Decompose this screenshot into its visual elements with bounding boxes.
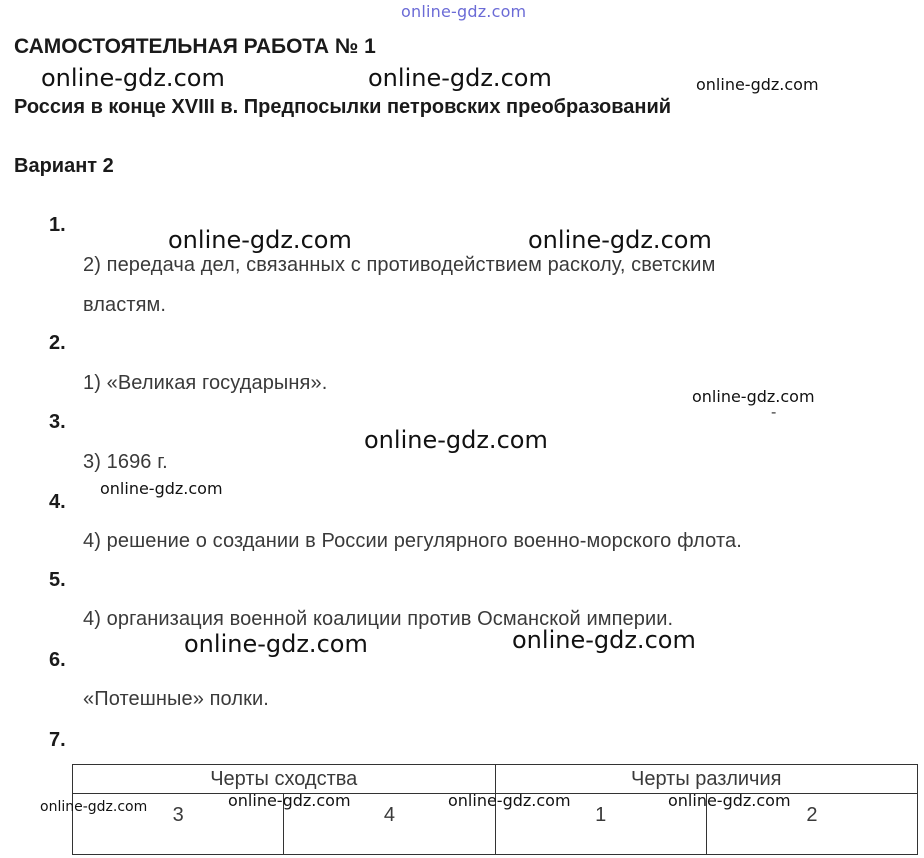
watermark: online-gdz.com bbox=[364, 426, 548, 454]
variant-label: Вариант 2 bbox=[14, 155, 114, 177]
watermark-top: online-gdz.com bbox=[401, 2, 527, 21]
watermark: online-gdz.com bbox=[100, 479, 223, 498]
table-header-row bbox=[73, 765, 918, 794]
answer-text: властям. bbox=[83, 294, 167, 316]
answer-text: «Потешные» полки. bbox=[83, 688, 269, 710]
question-number: 3. bbox=[49, 411, 66, 433]
answer-text: 4) решение о создании в России регулярного военно-морского флота. bbox=[83, 530, 742, 552]
table-cell: 4 bbox=[284, 794, 495, 855]
answer-text: 3) 1696 г. bbox=[83, 451, 168, 473]
watermark: online-gdz.com bbox=[228, 791, 351, 810]
watermark: online-gdz.com bbox=[368, 64, 552, 92]
watermark: online-gdz.com bbox=[696, 75, 819, 94]
watermark: online-gdz.com bbox=[168, 226, 352, 254]
watermark: online-gdz.com bbox=[40, 799, 148, 815]
question-number: 6. bbox=[49, 649, 66, 671]
table-header-similarities: Черты сходства bbox=[73, 765, 496, 794]
page-title: САМОСТОЯТЕЛЬНАЯ РАБОТА № 1 bbox=[14, 35, 376, 58]
watermark: online-gdz.com bbox=[692, 387, 815, 406]
watermark: online-gdz.com bbox=[184, 630, 368, 658]
watermark: online-gdz.com bbox=[41, 64, 225, 92]
answer-text: 1) «Великая государыня». bbox=[83, 372, 328, 394]
answer-text: 4) организация военной коалиции против Османской империи. bbox=[83, 608, 674, 630]
question-number: 2. bbox=[49, 332, 66, 354]
table-header-differences: Черты различия bbox=[495, 765, 918, 794]
table-cell: 3 bbox=[73, 794, 284, 855]
watermark: online-gdz.com bbox=[668, 791, 791, 810]
question-number: 7. bbox=[49, 729, 66, 751]
question-number: 4. bbox=[49, 491, 66, 513]
table-cell: 1 bbox=[495, 794, 706, 855]
watermark: online-gdz.com bbox=[448, 791, 571, 810]
stray-dash: - bbox=[771, 404, 777, 421]
watermark: online-gdz.com bbox=[512, 626, 696, 654]
question-number: 5. bbox=[49, 569, 66, 591]
watermark: online-gdz.com bbox=[528, 226, 712, 254]
page-subtitle: Россия в конце XVIII в. Предпосылки петровских преобразований bbox=[14, 96, 672, 118]
answer-text: 2) передача дел, связанных с противодействием расколу, светским bbox=[83, 254, 716, 276]
table-cell: 2 bbox=[706, 794, 917, 855]
question-number: 1. bbox=[49, 214, 66, 236]
